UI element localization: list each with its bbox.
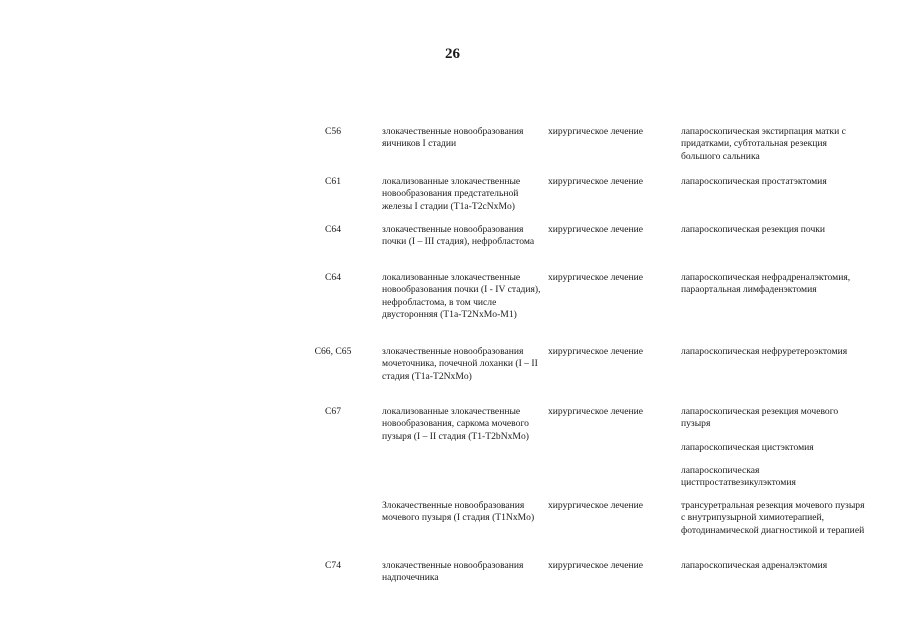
diagnosis-cell: злокачественные новообразования яичников I стадии <box>382 126 524 150</box>
diagnosis-cell: Злокачественные новообразования мочевого пузыря (I стадия (T1NxMo) <box>382 500 535 524</box>
method-cell <box>681 126 867 163</box>
diagnosis-cell: локализованные злокачественные новообразования предстательной железы I стадии (T1a-T2cNxMo) <box>382 176 521 212</box>
method-item: лапароскопическая резекция мочевого пузыря <box>681 406 839 430</box>
method-item: лапароскопическая цистпростатвезикулэктомия <box>681 464 796 489</box>
method-item: лапароскопическая резекция почки <box>681 224 826 235</box>
method-cell <box>681 406 867 489</box>
method-item: лапароскопическая нефрадреналэктомия, параортальная лимфаденэктомия <box>681 272 851 296</box>
treatment-cell: хирургическое лечение <box>548 224 644 235</box>
method-item: лапароскопическая нефруретероэктомия <box>681 346 848 357</box>
diagnosis-cell: злокачественные новообразования почки (I – III стадия), нефробластома <box>382 224 535 248</box>
method-item: лапароскопическая цистэктомия <box>681 441 814 453</box>
method-cell <box>681 346 867 358</box>
method-item: лапароскопическая экстирпация матки с придатками, субтотальная резекция большого сальника <box>681 126 846 162</box>
method-item: трансуретральная резекция мочевого пузыря с внутрипузырной химиотерапией, фотодинамической диагностикой и терапией <box>681 500 865 536</box>
treatment-cell: хирургическое лечение <box>548 126 644 137</box>
diagnosis-cell: локализованные злокачественные новообразования, саркома мочевого пузыря (I – II стадия (T1-T2bNxMo) <box>382 406 529 442</box>
method-cell <box>681 560 867 572</box>
method-item: лапароскопическая простатэктомия <box>681 176 827 187</box>
page-number: 26 <box>445 46 460 62</box>
treatment-cell: хирургическое лечение <box>548 560 644 571</box>
treatment-cell: хирургическое лечение <box>548 176 644 187</box>
method-cell <box>681 224 867 236</box>
code-cell: C64 <box>325 272 341 283</box>
code-cell: C66, C65 <box>314 346 352 357</box>
diagnosis-cell: злокачественные новообразования мочеточника, почечной лоханки (I – II стадия (T1a-T2NxMo) <box>382 346 538 382</box>
code-cell: C61 <box>325 176 341 187</box>
method-cell <box>681 500 867 537</box>
code-cell: C56 <box>325 126 341 137</box>
treatment-cell: хирургическое лечение <box>548 346 644 357</box>
method-cell <box>681 272 867 297</box>
code-cell: C64 <box>325 224 341 235</box>
code-cell: C74 <box>325 560 341 571</box>
treatment-cell: хирургическое лечение <box>548 500 644 511</box>
diagnosis-cell: злокачественные новообразования надпочечника <box>382 560 524 584</box>
code-cell: C67 <box>325 406 341 417</box>
treatment-cell: хирургическое лечение <box>548 272 644 283</box>
treatment-cell: хирургическое лечение <box>548 406 644 417</box>
diagnosis-cell: локализованные злокачественные новообразования почки (I - IV стадия), нефробластома, в том числе двусторонняя (T1a-T2NxMo-M1) <box>382 272 541 320</box>
method-cell <box>681 176 867 188</box>
method-item: лапароскопическая адреналэктомия <box>681 560 828 571</box>
